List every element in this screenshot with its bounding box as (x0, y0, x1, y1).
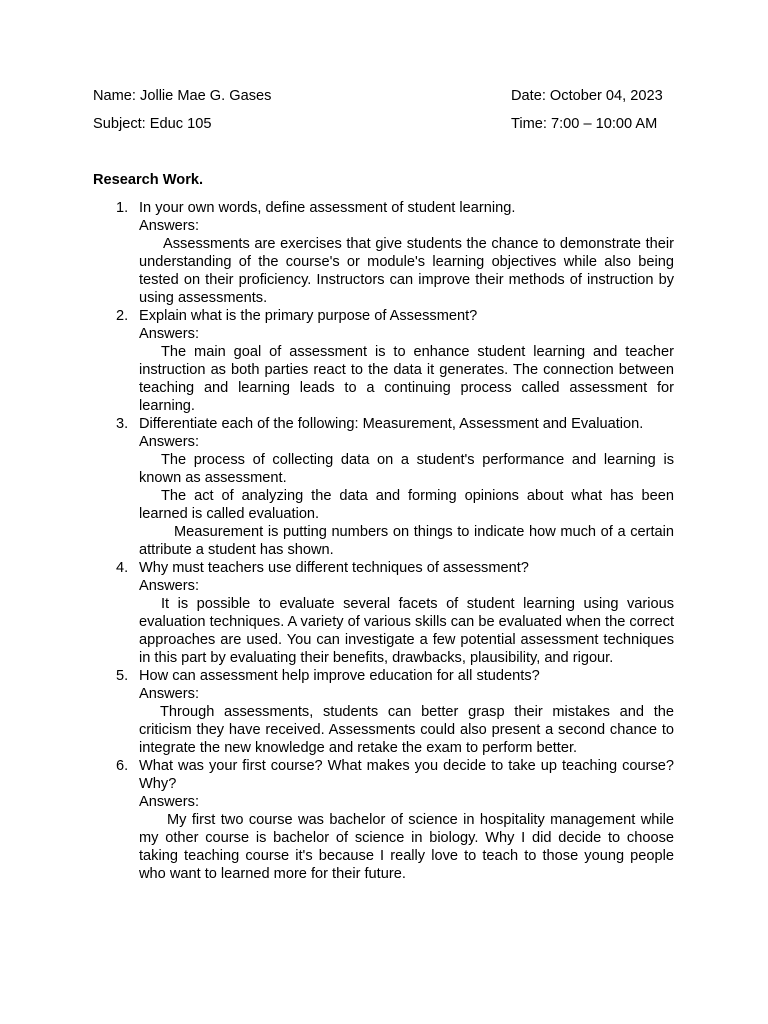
answer-paragraph: It is possible to evaluate several facets of student learning using various evaluation techniques. A variety of various skills can be evaluated when the correct approaches are used. You can investigate a few potential assessment techniques in this part by evaluating their benefits, drawbacks, plausibility, and rigour. (139, 596, 674, 666)
answers-label: Answers: (139, 434, 200, 450)
header-row-subject-time (93, 115, 683, 133)
question-text: How can assessment help improve education for all students? (139, 668, 540, 684)
question-number: 5. (116, 668, 129, 684)
student-name: Name: Jollie Mae G. Gases (93, 88, 272, 104)
question-item (116, 415, 674, 559)
question-text: What was your first course? What makes you decide to take up teaching course? Why? (139, 758, 674, 792)
question-item (116, 757, 674, 883)
class-time: Time: 7:00 – 10:00 AM (511, 116, 658, 132)
section-title: Research Work. (93, 172, 204, 188)
question-number: 1. (116, 200, 129, 216)
subject: Subject: Educ 105 (93, 116, 212, 132)
answer-paragraph: The main goal of assessment is to enhance student learning and teacher instruction as both parties react to the data it generates. The connection between teaching and learning leads to a continuing process called assessment for learning. (139, 344, 674, 414)
question-number: 6. (116, 758, 129, 774)
submission-date: Date: October 04, 2023 (511, 88, 663, 104)
answers-label: Answers: (139, 218, 200, 234)
question-number: 4. (116, 560, 129, 576)
question-list (116, 199, 674, 883)
answers-label: Answers: (139, 578, 200, 594)
question-item (116, 199, 674, 307)
question-text: In your own words, define assessment of student learning. (139, 200, 516, 216)
question-text: Explain what is the primary purpose of Assessment? (139, 308, 478, 324)
question-item (116, 307, 674, 415)
question-item (116, 559, 674, 667)
answer-paragraph: Through assessments, students can better grasp their mistakes and the criticism they have received. Assessments could also present a second chance to integrate the new knowledge and retake the exam to perform better. (139, 704, 674, 756)
answer-paragraph-measurement: Measurement is putting numbers on things to indicate how much of a certain attribute a student has shown. (139, 524, 674, 558)
question-number: 3. (116, 416, 129, 432)
header-row-name-date (93, 87, 683, 105)
question-item (116, 667, 674, 757)
question-number: 2. (116, 308, 129, 324)
question-text: Why must teachers use different techniques of assessment? (139, 560, 529, 576)
question-text: Differentiate each of the following: Measurement, Assessment and Evaluation. (139, 416, 644, 432)
answers-label: Answers: (139, 686, 200, 702)
answer-paragraph: Assessments are exercises that give students the chance to demonstrate their understanding of the course's or module's learning objectives while also being tested on their proficiency. Instructors can improve their methods of instruction by using assessments. (139, 236, 674, 306)
answers-label: Answers: (139, 794, 200, 810)
answer-paragraph-evaluation: The act of analyzing the data and forming opinions about what has been learned is called evaluation. (139, 488, 674, 522)
answers-label: Answers: (139, 326, 200, 342)
answer-paragraph: My first two course was bachelor of science in hospitality management while my other course is bachelor of science in biology. Why I did decide to choose taking teaching course it's because I really love to teach to those young people who want to learned more for their future. (139, 812, 674, 882)
answer-paragraph-assessment: The process of collecting data on a student's performance and learning is known as assessment. (139, 452, 674, 486)
